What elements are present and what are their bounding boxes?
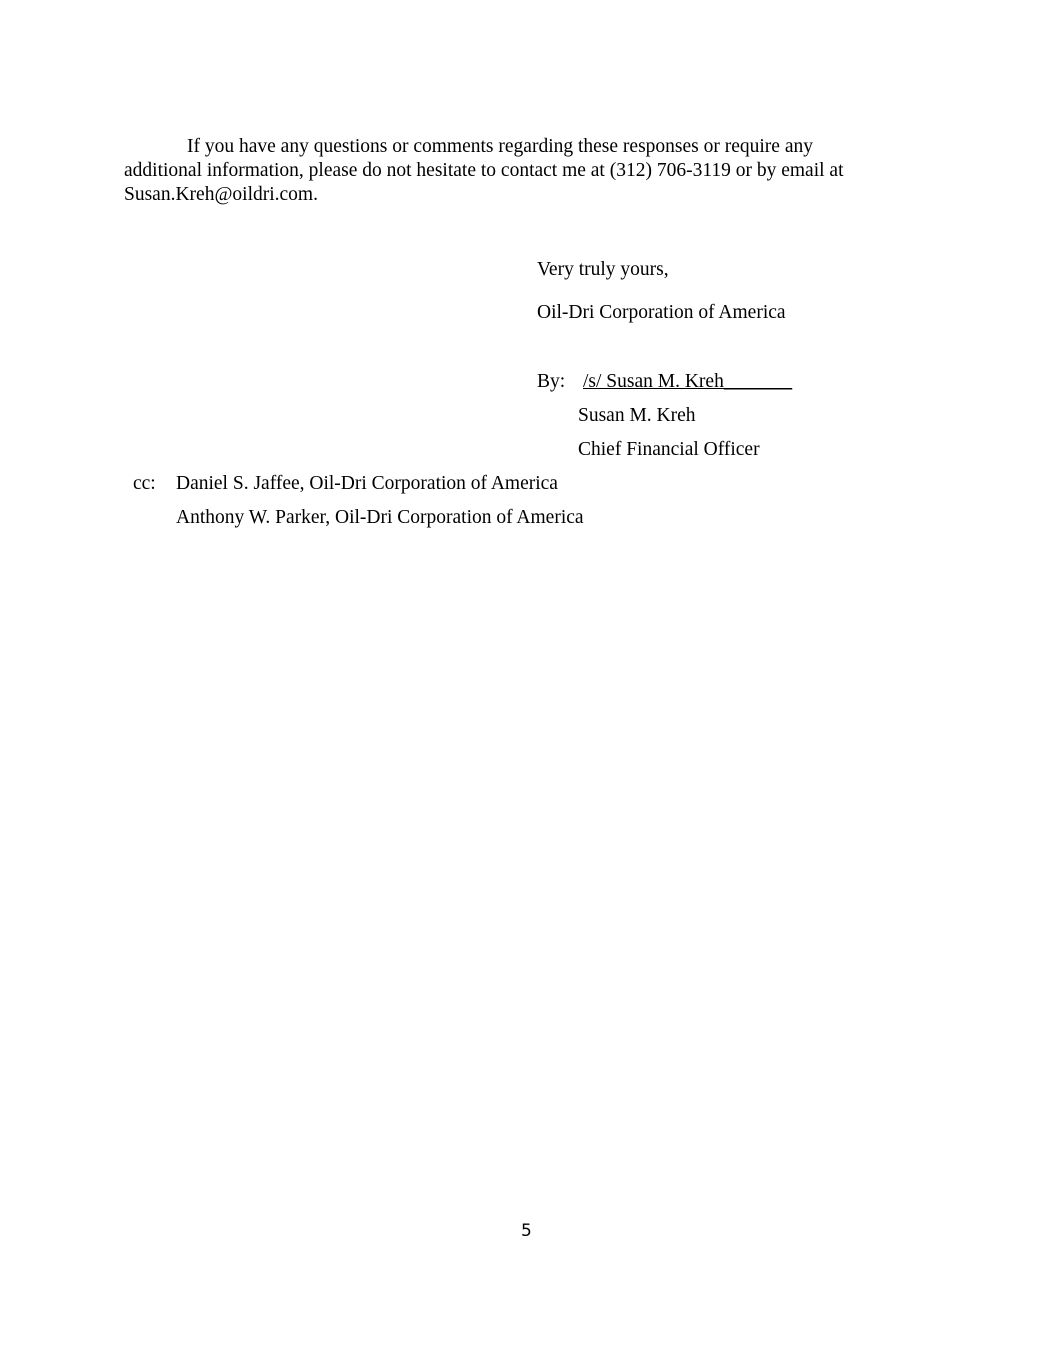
closing-paragraph: [124, 135, 924, 207]
paragraph-line: additional information, please do not hesitate to contact me at (312) 706-3119 or by email at: [124, 160, 844, 181]
signer-name: Susan M. Kreh: [578, 405, 696, 426]
cc-label: cc:: [133, 473, 156, 494]
valediction: Very truly yours,: [537, 259, 669, 280]
cc-recipient: Daniel S. Jaffee, Oil-Dri Corporation of America: [176, 473, 558, 494]
paragraph-line: Susan.Kreh@oildri.com.: [124, 184, 318, 205]
signature-line: /s/ Susan M. Kreh_______: [583, 371, 793, 392]
cc-recipient: Anthony W. Parker, Oil-Dri Corporation of America: [176, 507, 584, 528]
page-number: 5: [521, 1221, 532, 1241]
signer-title: Chief Financial Officer: [578, 439, 760, 460]
company-name: Oil-Dri Corporation of America: [537, 302, 786, 323]
paragraph-line: If you have any questions or comments regarding these responses or require any: [187, 136, 813, 157]
by-label: By:: [537, 371, 566, 392]
